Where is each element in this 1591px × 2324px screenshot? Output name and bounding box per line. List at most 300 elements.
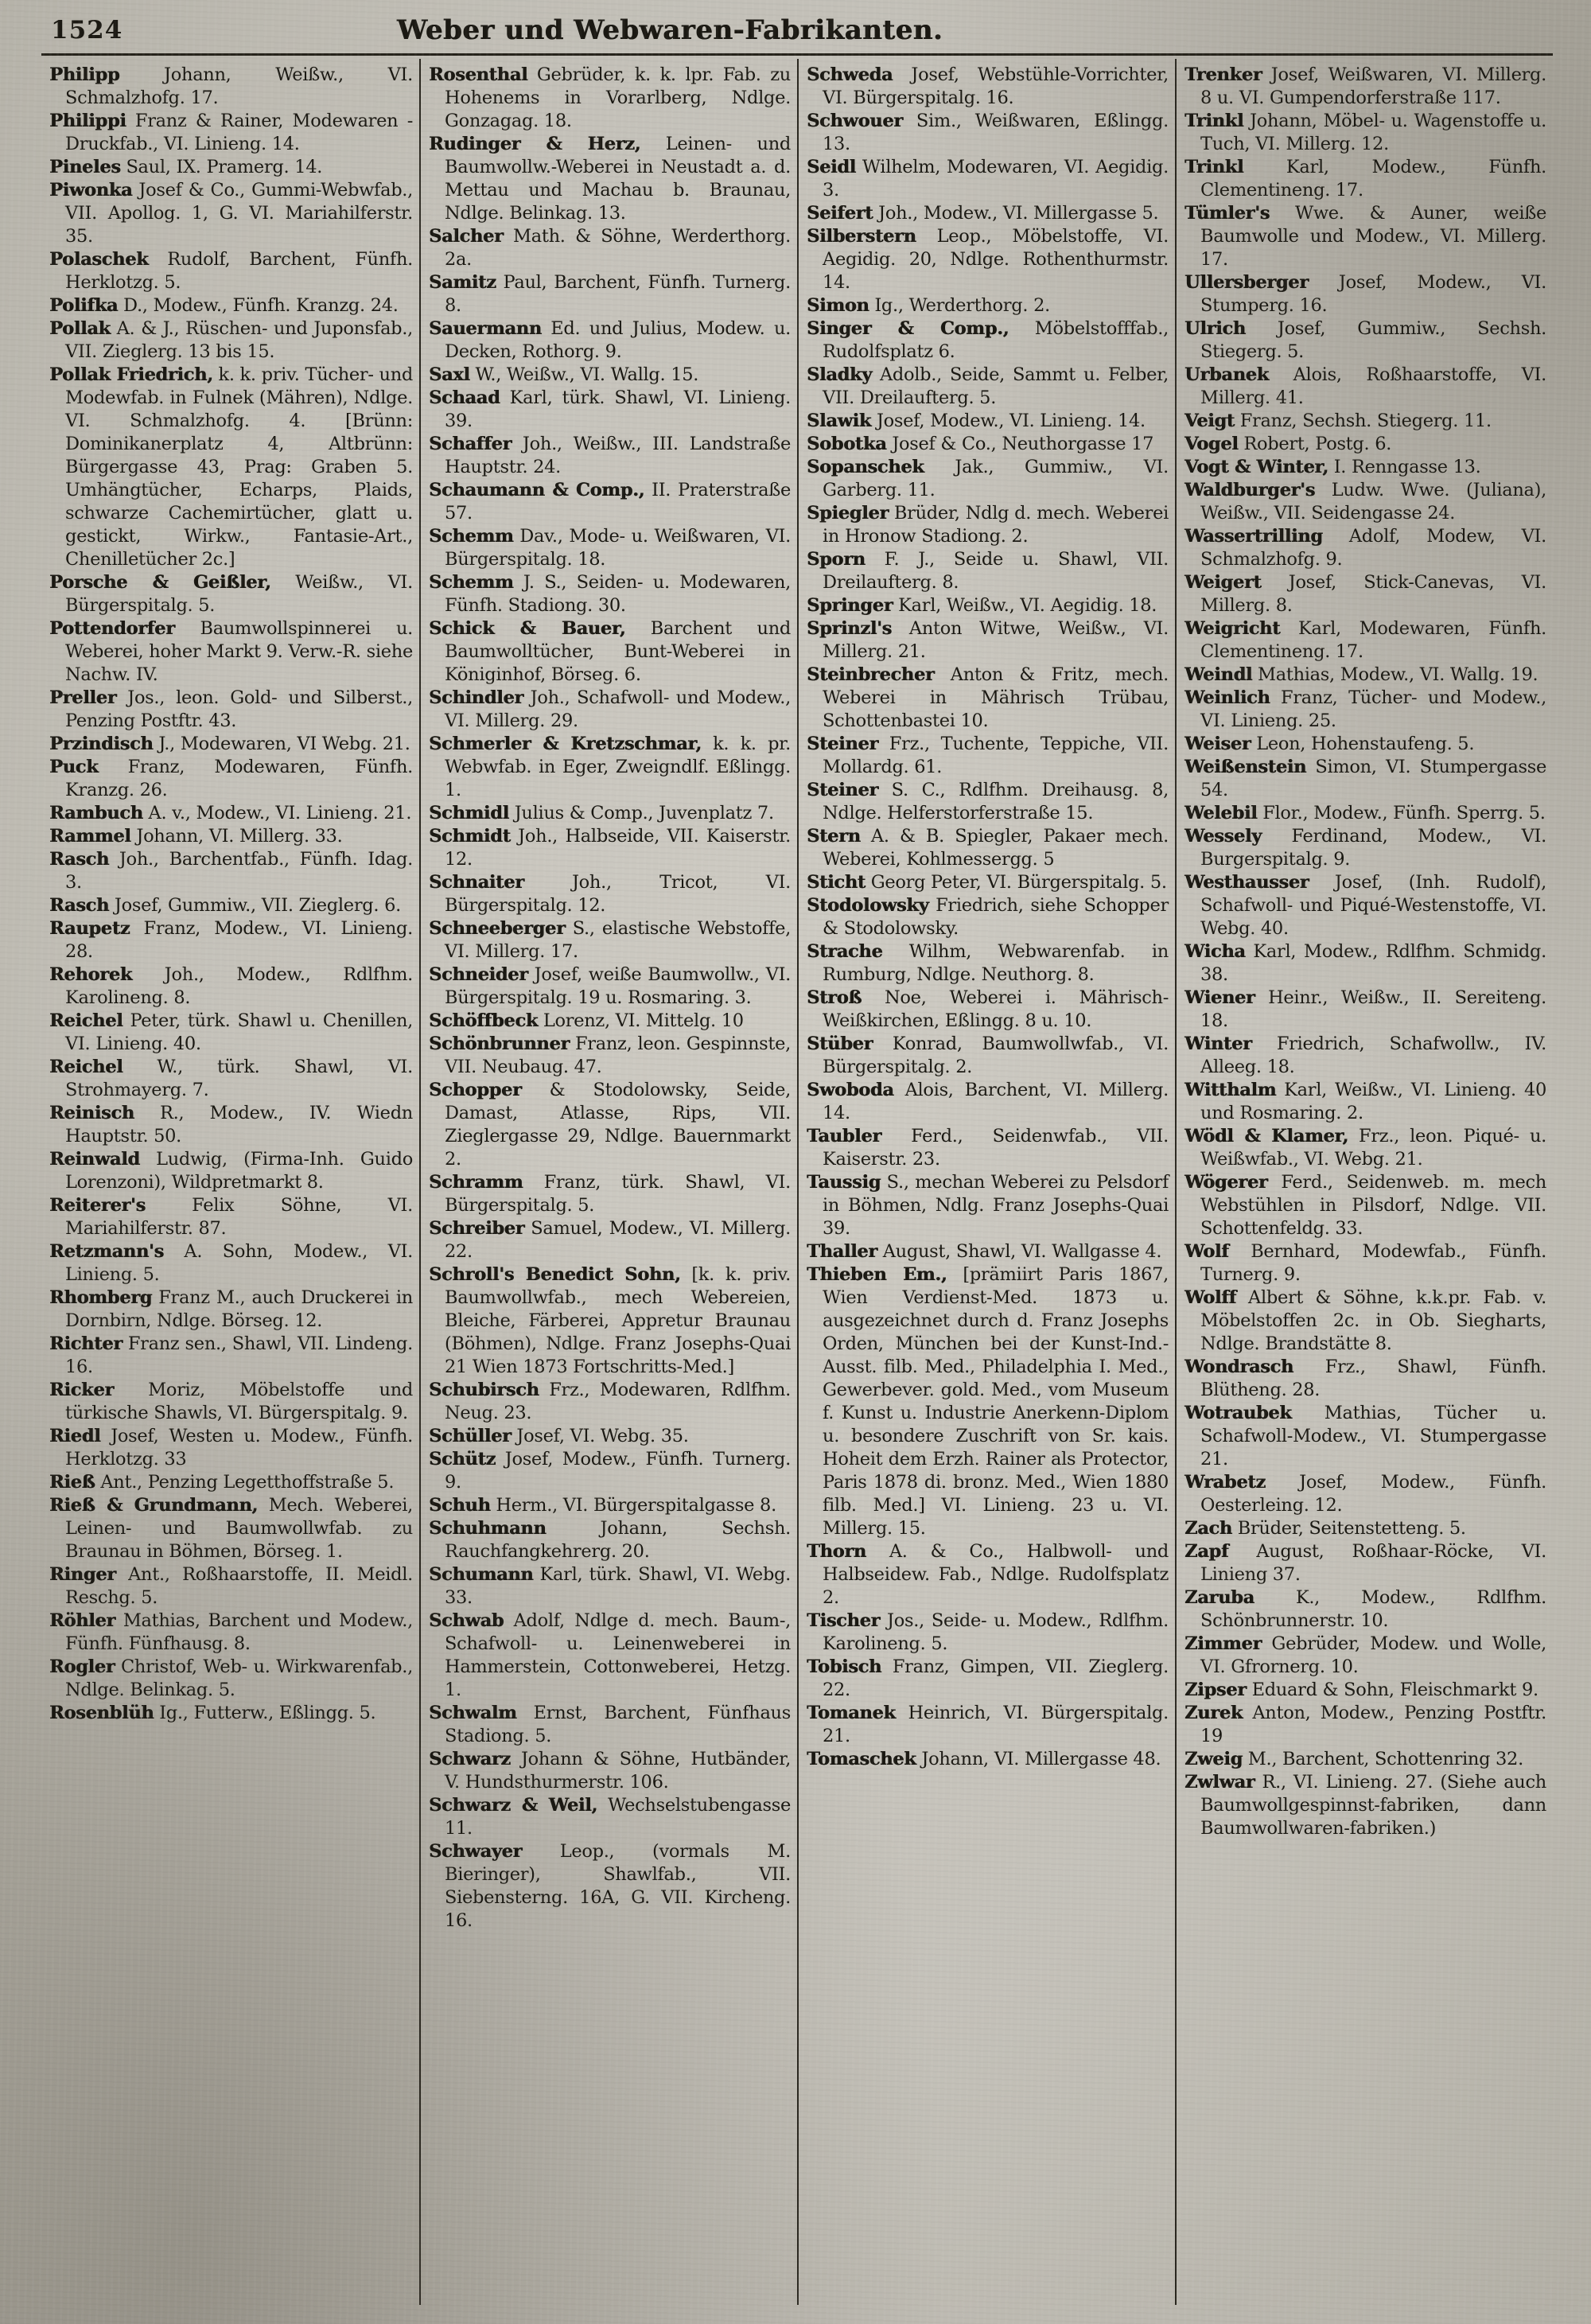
directory-entry	[1184, 433, 1546, 456]
entry-name: Rhomberg	[49, 1287, 153, 1308]
directory-entry	[807, 1033, 1169, 1079]
entry-details: Leop., Möbelstoffe, VI. Aegidig. 20, Ndlge. Rothenthurmstr. 14.	[823, 226, 1169, 293]
entry-name: Wolff	[1184, 1287, 1236, 1308]
entry-details: Alois, Barchent, VI. Millerg. 14.	[823, 1080, 1169, 1123]
entry-details: Joh., Tricot, VI. Bürgerspitalg. 12.	[445, 872, 791, 916]
entry-details: Josef, Weißwaren, VI. Millerg. 8 u. VI. Gumpendorferstraße 117.	[1200, 64, 1546, 108]
directory-entry	[807, 1540, 1169, 1610]
entry-name: Weigert	[1184, 572, 1262, 593]
directory-entry	[1184, 64, 1546, 110]
entry-details: Anton & Fritz, mech. Weberei in Mährisch Trübau, Schottenbastei 10.	[823, 664, 1169, 731]
entry-name: Seifert	[807, 203, 873, 224]
directory-entry	[1184, 1471, 1546, 1517]
entry-name: Steiner	[807, 780, 878, 800]
entry-name: Steiner	[807, 734, 878, 754]
entry-name: Tobisch	[807, 1656, 882, 1677]
directory-entry	[1184, 571, 1546, 617]
entry-name: Schroll's Benedict Sohn,	[429, 1264, 681, 1285]
entry-name: Schindler	[429, 687, 523, 708]
entry-name: Urbanek	[1184, 364, 1269, 385]
entry-details: Heinrich, VI. Bürgerspitalg. 21.	[823, 1703, 1169, 1746]
entry-details: Karl, Modewaren, Fünfh. Clementineng. 17.	[1200, 618, 1546, 662]
directory-entry	[807, 433, 1169, 456]
directory-entry	[1184, 202, 1546, 271]
directory-entry	[807, 594, 1169, 617]
entry-name: Sprinzl's	[807, 618, 892, 639]
entry-details: II. Praterstraße 57.	[445, 480, 791, 524]
directory-entry	[49, 1494, 413, 1563]
entry-details: Joh., Modew., Rdlfhm. Karolineng. 8.	[65, 964, 413, 1008]
entry-name: Zurek	[1184, 1703, 1243, 1723]
entry-details: Karl, türk. Shawl, VI. Linieng. 39.	[445, 387, 791, 431]
entry-details: M., Barchent, Schottenring 32.	[1247, 1749, 1523, 1769]
entry-details: Ludw. Wwe. (Juliana), Weißw., VII. Seidengasse 24.	[1200, 480, 1546, 524]
entry-details: Franz, leon. Gespinnste, VII. Neubaug. 47.	[445, 1034, 791, 1077]
entry-details: Joh., Weißw., III. Landstraße Hauptstr. 24.	[445, 434, 792, 477]
directory-entry	[1184, 1171, 1546, 1240]
directory-entry	[429, 479, 791, 525]
entry-name: Schmidl	[429, 803, 509, 823]
directory-entry	[807, 825, 1169, 871]
entry-details: Adolf, Ndlge d. mech. Baum-, Schafwoll- u. Leinenweberei in Hammerstein, Cottonweberei, Hetzg. 1.	[445, 1610, 791, 1700]
entry-name: Schaumann & Comp.,	[429, 480, 645, 500]
entry-name: Schwalm	[429, 1703, 517, 1723]
directory-entry	[49, 364, 413, 571]
entry-details: Paul, Barchent, Fünfh. Turnerg. 8.	[445, 272, 791, 316]
directory-entry	[429, 871, 791, 917]
entry-name: Schwouer	[807, 111, 903, 131]
entry-details: Saul, IX. Pramerg. 14.	[126, 157, 323, 177]
entry-name: Swoboda	[807, 1080, 894, 1100]
directory-entry	[1184, 1079, 1546, 1125]
entry-details: D., Modew., Fünfh. Kranzg. 24.	[123, 295, 399, 316]
entry-name: Sobotka	[807, 434, 887, 454]
entry-name: Schütz	[429, 1449, 496, 1470]
directory-entry	[1184, 987, 1546, 1033]
directory-entry	[807, 225, 1169, 294]
directory-entry	[807, 1125, 1169, 1171]
entry-name: Ringer	[49, 1564, 116, 1585]
directory-entry	[49, 1656, 413, 1702]
entry-name: Wögerer	[1184, 1172, 1268, 1193]
entry-details: Herm., VI. Bürgerspitalgasse 8.	[496, 1495, 776, 1516]
entry-details: Jos., Seide- u. Modew., Rdlfhm. Karolineng. 5.	[823, 1610, 1169, 1654]
entry-details: Gebrüder, k. k. lpr. Fab. zu Hohenems in Vorarlberg, Ndlge. Gonzagag. 18.	[445, 64, 791, 131]
directory-entry	[807, 317, 1169, 364]
entry-details: Julius & Comp., Juvenplatz 7.	[514, 803, 774, 823]
entry-name: Pollak Friedrich,	[49, 364, 213, 385]
entry-details: & Stodolowsky, Seide, Damast, Atlasse, Rips, VII. Zieglergasse 29, Ndlge. Bauernmarkt 2.	[445, 1080, 791, 1170]
directory-entry	[807, 617, 1169, 664]
directory-entry	[49, 1379, 413, 1425]
directory-entry	[429, 1217, 791, 1263]
directory-entry	[1184, 940, 1546, 987]
entry-name: Schwarz & Weil,	[429, 1795, 597, 1816]
directory-entry	[429, 271, 791, 317]
entry-details: A. & Co., Halbwoll- und Halbseidew. Fab., Ndlge. Rudolfsplatz 2.	[823, 1541, 1169, 1608]
entry-name: Schwab	[429, 1610, 504, 1631]
entry-details: [k. k. priv. Baumwollwfab., mech Webereien, Bleiche, Färberei, Appretur Braunau (Böhmen), Ndlge. Franz Josephs-Quai 21 Wien 1873 Fortschritts-Med.]	[445, 1264, 791, 1377]
entry-details: Ernst, Barchent, Fünfhaus Stadiong. 5.	[445, 1703, 791, 1746]
directory-entry	[429, 364, 791, 387]
entry-details: Franz, Gimpen, VII. Zieglerg. 22.	[823, 1656, 1169, 1700]
entry-details: Friedrich, Schafwollw., IV. Alleeg. 18.	[1200, 1034, 1546, 1077]
directory-entry	[807, 1263, 1169, 1540]
directory-entry	[1184, 1702, 1546, 1748]
directory-entry	[429, 1379, 791, 1425]
entry-details: Josef, weiße Baumwollw., VI. Bürgerspitalg. 19 u. Rosmaring. 3.	[445, 964, 792, 1008]
entry-details: Leon, Hohenstaufeng. 5.	[1256, 734, 1475, 754]
entry-name: Reinwald	[49, 1149, 140, 1170]
entry-name: Schmidt	[429, 826, 511, 847]
directory-entry	[49, 248, 413, 294]
directory-entry	[807, 871, 1169, 894]
page-number: 1524	[51, 16, 123, 45]
entry-name: Witthalm	[1184, 1080, 1277, 1100]
entry-name: Weigricht	[1184, 618, 1281, 639]
entry-name: Rudinger & Herz,	[429, 134, 641, 154]
entry-name: Welebil	[1184, 803, 1258, 823]
entry-name: Ullersberger	[1184, 272, 1309, 293]
directory-entry	[807, 1748, 1169, 1771]
entry-details: Josef, Gummiw., VII. Zieglerg. 6.	[114, 895, 401, 916]
directory-entry	[49, 1563, 413, 1610]
entry-name: Schüller	[429, 1426, 512, 1446]
directory-entry	[49, 1610, 413, 1656]
entry-details: I. Renngasse 13.	[1333, 457, 1481, 477]
directory-entry	[49, 1148, 413, 1194]
directory-entry	[49, 848, 413, 894]
entry-details: A. & J., Rüschen- und Juponsfab., VII. Zieglerg. 13 bis 15.	[65, 318, 413, 362]
directory-entry	[429, 133, 791, 225]
entry-name: Polifka	[49, 295, 119, 316]
entry-name: Weiser	[1184, 734, 1251, 754]
directory-entry	[49, 1333, 413, 1379]
entry-details: Wechselstubengasse 11.	[445, 1795, 791, 1839]
entry-details: Karl, Weißw., VI. Linieng. 40 und Rosmaring. 2.	[1200, 1080, 1546, 1123]
directory-entry	[807, 64, 1169, 110]
entry-details: August, Shawl, VI. Wallgasse 4.	[882, 1241, 1162, 1262]
entry-details: Bernhard, Modewfab., Fünfh. Turnerg. 9.	[1200, 1241, 1546, 1285]
entry-details: Adolf, Modew, VI. Schmalzhofg. 9.	[1200, 526, 1546, 570]
entry-details: Math. & Söhne, Werderthorg. 2a.	[445, 226, 791, 270]
entry-details: Baumwollspinnerei u. Weberei, hoher Markt 9. Verw.-R. siehe Nachw. IV.	[65, 618, 413, 685]
entry-name: Stüber	[807, 1034, 873, 1054]
entry-name: Wiener	[1184, 987, 1255, 1008]
directory-entry	[49, 825, 413, 848]
entry-details: Josef & Co., Gummi-Webwfab., VII. Apollog. 1, G. VI. Mariahilferstr. 35.	[65, 180, 413, 247]
directory-entry	[807, 202, 1169, 225]
entry-name: Schöffbeck	[429, 1010, 539, 1031]
directory-entry	[807, 894, 1169, 940]
entry-name: Sauermann	[429, 318, 542, 339]
directory-entry	[1184, 525, 1546, 571]
entry-details: Mathias, Tücher u. Schafwoll-Modew., VI. Stumpergasse 21.	[1200, 1403, 1546, 1470]
entry-details: Mech. Weberei, Leinen- und Baumwollwfab. zu Braunau in Böhmen, Börseg. 1.	[65, 1495, 414, 1562]
entry-details: Josef, Modew., VI. Linieng. 14.	[876, 411, 1146, 431]
entry-details: Ant., Penzing Legetthoffstraße 5.	[100, 1472, 395, 1493]
entry-details: Mathias, Barchent und Modew., Fünfh. Fünfhausg. 8.	[65, 1610, 413, 1654]
directory-entry	[429, 733, 791, 802]
entry-name: Schnaiter	[429, 872, 524, 893]
directory-entry	[429, 963, 791, 1010]
directory-entry	[429, 1563, 791, 1610]
entry-details: Georg Peter, VI. Bürgerspitalg. 5.	[870, 872, 1167, 893]
entry-details: Josef, Gummiw., Sechsh. Stiegerg. 5.	[1200, 318, 1547, 362]
entry-name: Schemm	[429, 572, 514, 593]
directory-entry	[49, 1056, 413, 1102]
entry-details: Franz M., auch Druckerei in Dornbirn, Ndlge. Börseg. 12.	[65, 1287, 413, 1331]
entry-name: Wessely	[1184, 826, 1262, 847]
directory-entry	[1184, 664, 1546, 687]
entry-details: Leinen- und Baumwollw.-Weberei in Neustadt a. d. Mettau und Machau b. Braunau, Ndlge. Belinkag. 13.	[445, 134, 792, 224]
entry-name: Rasch	[49, 895, 110, 916]
directory-entry	[429, 1079, 791, 1171]
entry-details: Karl, Weißw., VI. Aegidig. 18.	[898, 595, 1157, 616]
entry-name: Sopanschek	[807, 457, 924, 477]
entry-name: Samitz	[429, 272, 496, 293]
directory-entry	[49, 617, 413, 687]
entry-details: Ig., Futterw., Eßlingg. 5.	[159, 1703, 376, 1723]
entry-details: Frz., Tuchente, Teppiche, VII. Mollardg. 61.	[823, 734, 1169, 777]
entry-details: Franz, Modewaren, Fünfh. Kranzg. 26.	[65, 757, 413, 800]
directory-entry	[429, 387, 791, 433]
directory-entry	[807, 1702, 1169, 1748]
entry-name: Thieben Em.,	[807, 1264, 947, 1285]
entry-details: F. J., Seide u. Shawl, VII. Dreilaufterg. 8.	[823, 549, 1169, 593]
entry-details: Noe, Weberei i. Mährisch-Weißkirchen, Eßlingg. 8 u. 10.	[823, 987, 1169, 1031]
entry-details: Konrad, Baumwollwfab., VI. Bürgerspitalg. 2.	[823, 1034, 1169, 1077]
entry-details: August, Roßhaar-Röcke, VI. Linieng 37.	[1200, 1541, 1546, 1585]
directory-entry	[807, 502, 1169, 548]
entry-details: Wilhelm, Modewaren, VI. Aegidig. 3.	[823, 157, 1169, 200]
directory-entry	[807, 779, 1169, 825]
entry-details: Ferdinand, Modew., VI. Burgerspitalg. 9.	[1200, 826, 1546, 870]
entry-name: Ulrich	[1184, 318, 1246, 339]
directory-column	[41, 59, 419, 2305]
entry-details: Karl, Modew., Rdlfhm. Schmidg. 38.	[1200, 941, 1546, 985]
entry-name: Zweig	[1184, 1749, 1243, 1769]
entry-details: Rudolf, Barchent, Fünfh. Herklotzg. 5.	[65, 249, 413, 293]
entry-name: Riedl	[49, 1426, 101, 1446]
entry-name: Przindisch	[49, 734, 154, 754]
directory-entry	[1184, 1240, 1546, 1287]
entry-details: Alois, Roßhaarstoffe, VI. Millerg. 41.	[1200, 364, 1546, 408]
entry-details: Josef, Modew., Fünfh. Oesterleing. 12.	[1200, 1472, 1546, 1516]
entry-details: Joh., Modew., VI. Millergasse 5.	[878, 203, 1159, 224]
entry-details: Joh., Barchentfab., Fünfh. Idag. 3.	[65, 849, 414, 893]
entry-details: Anton Witwe, Weißw., VI. Millerg. 21.	[823, 618, 1169, 662]
directory-entry	[429, 317, 791, 364]
entry-name: Rieß & Grundmann,	[49, 1495, 258, 1516]
entry-details: Frz., leon. Piqué- u. Weißwfab., VI. Webg. 21.	[1200, 1126, 1546, 1170]
directory-entry	[429, 1702, 791, 1748]
directory-entry	[1184, 825, 1546, 871]
entry-details: Lorenz, VI. Mittelg. 10	[543, 1010, 744, 1031]
entry-name: Wondrasch	[1184, 1357, 1293, 1377]
entry-name: Philippi	[49, 111, 126, 131]
entry-details: Jak., Gummiw., VI. Garberg. 11.	[823, 457, 1169, 500]
entry-name: Schick & Bauer,	[429, 618, 626, 639]
entry-details: Johann, Weißw., VI. Schmalzhofg. 17.	[65, 64, 413, 108]
entry-name: Zwlwar	[1184, 1772, 1255, 1793]
entry-details: Karl, Modew., Fünfh. Clementineng. 17.	[1200, 157, 1546, 200]
directory-entry	[49, 917, 413, 963]
directory-entry	[807, 987, 1169, 1033]
entry-name: Rambuch	[49, 803, 143, 823]
directory-entry	[1184, 479, 1546, 525]
directory-entry	[807, 364, 1169, 410]
entry-name: Schneider	[429, 964, 528, 985]
entry-details: Peter, türk. Shawl u. Chenillen, VI. Linieng. 40.	[65, 1010, 413, 1054]
page-title: Weber und Webwaren-Fabrikanten.	[396, 14, 943, 46]
entry-details: A. & B. Spiegler, Pakaer mech. Weberei, Kohlmessergg. 5	[823, 826, 1169, 870]
entry-name: Veigt	[1184, 411, 1235, 431]
entry-name: Salcher	[429, 226, 504, 247]
entry-name: Preller	[49, 687, 117, 708]
entry-name: Wödl & Klamer,	[1184, 1126, 1348, 1146]
entry-details: Josef, Modew., VI. Stumperg. 16.	[1200, 272, 1547, 316]
entry-details: Frz., Modewaren, Rdlfhm. Neug. 23.	[445, 1380, 791, 1423]
entry-details: Gebrüder, Modew. und Wolle, VI. Gfrornerg. 10.	[1200, 1633, 1547, 1677]
entry-name: Taubler	[807, 1126, 881, 1146]
entry-name: Ricker	[49, 1380, 114, 1400]
entry-name: Trinkl	[1184, 157, 1244, 177]
entry-details: Franz, türk. Shawl, VI. Bürgerspitalg. 5.	[445, 1172, 791, 1216]
entry-details: Josef, Modew., Fünfh. Turnerg. 9.	[445, 1449, 791, 1493]
directory-entry	[49, 1240, 413, 1287]
directory-entry	[429, 1840, 791, 1933]
entry-name: Stroß	[807, 987, 862, 1008]
entry-name: Reinisch	[49, 1103, 134, 1123]
entry-name: Schwarz	[429, 1749, 511, 1769]
entry-name: Slawik	[807, 411, 872, 431]
entry-name: Wicha	[1184, 941, 1246, 962]
entry-name: Sladky	[807, 364, 872, 385]
entry-details: Ferd., Seidenweb. m. mech Webstühlen in Pilsdorf, Ndlge. VII. Schottenfeldg. 33.	[1200, 1172, 1546, 1239]
entry-name: Waldburger's	[1184, 480, 1315, 500]
entry-name: Vogt & Winter,	[1184, 457, 1328, 477]
entry-name: Schreiber	[429, 1218, 525, 1239]
directory-entry	[1184, 1356, 1546, 1402]
entry-name: Springer	[807, 595, 893, 616]
directory-entry	[429, 525, 791, 571]
entry-details: Dav., Mode- u. Weißwaren, VI. Bürgerspitalg. 18.	[445, 526, 791, 570]
entry-details: A. Sohn, Modew., VI. Linieng. 5.	[65, 1241, 414, 1285]
directory-entry	[429, 825, 791, 871]
directory-entry	[807, 294, 1169, 317]
entry-details: Josef, Westen u. Modew., Fünfh. Herklotzg. 33	[65, 1426, 413, 1470]
directory-entry	[1184, 1748, 1546, 1771]
entry-details: Franz, Tücher- und Modew., VI. Linieng. 25.	[1200, 687, 1546, 731]
entry-name: Wotraubek	[1184, 1403, 1292, 1423]
entry-name: Weindl	[1184, 664, 1253, 685]
entry-details: Ed. und Julius, Modew. u. Decken, Rothorg. 9.	[445, 318, 791, 362]
entry-name: Trinkl	[1184, 111, 1244, 131]
entry-name: Pottendorfer	[49, 618, 175, 639]
entry-details: Heinr., Weißw., II. Sereiteng. 18.	[1200, 987, 1546, 1031]
entry-details: A. v., Modew., VI. Linieng. 21.	[148, 803, 412, 823]
entry-name: Schramm	[429, 1172, 523, 1193]
entry-details: Simon, VI. Stumpergasse 54.	[1200, 757, 1546, 800]
entry-name: Puck	[49, 757, 99, 777]
directory-entry	[1184, 687, 1546, 733]
entry-name: Rehorek	[49, 964, 133, 985]
directory-entry	[429, 1033, 791, 1079]
entry-details: Jos., leon. Gold- und Silberst., Penzing Postftr. 43.	[65, 687, 413, 731]
entry-name: Pineles	[49, 157, 121, 177]
directory-entry	[429, 1171, 791, 1217]
entry-name: Reichel	[49, 1010, 123, 1031]
entry-details: Sim., Weißwaren, Eßlingg. 13.	[823, 111, 1169, 154]
directory-entry	[807, 1171, 1169, 1240]
entry-name: Singer & Comp.,	[807, 318, 1009, 339]
directory-entry	[49, 1287, 413, 1333]
entry-details: W., türk. Shawl, VI. Strohmayerg. 7.	[65, 1057, 413, 1100]
directory-entry	[429, 617, 791, 687]
page-header	[41, 13, 1553, 56]
directory-entry	[807, 110, 1169, 156]
entry-details: Brüder, Seitenstetteng. 5.	[1237, 1518, 1466, 1539]
entry-details: Karl, türk. Shawl, VI. Webg. 33.	[445, 1564, 792, 1608]
directory-entry	[429, 1610, 791, 1702]
entry-details: Joh., Schafwoll- und Modew., VI. Millerg. 29.	[445, 687, 791, 731]
entry-name: Reiterer's	[49, 1195, 146, 1216]
entry-details: Johann & Söhne, Hutbänder, V. Hundsthurmerstr. 106.	[445, 1749, 791, 1793]
directory-entry	[429, 571, 791, 617]
directory-entry	[49, 1702, 413, 1725]
entry-details: Josef, (Inh. Rudolf), Schafwoll- und Piqué-Westenstoffe, VI. Webg. 40.	[1200, 872, 1546, 939]
directory-entry	[1184, 1517, 1546, 1540]
directory-entry	[429, 1494, 791, 1517]
entry-details: Josef, VI. Webg. 35.	[516, 1426, 689, 1446]
entry-name: Stern	[807, 826, 861, 847]
entry-name: Weinlich	[1184, 687, 1270, 708]
directory-entry	[49, 317, 413, 364]
entry-name: Philipp	[49, 64, 120, 85]
directory-entry	[429, 1010, 791, 1033]
entry-name: Strache	[807, 941, 883, 962]
directory-entry	[49, 64, 413, 110]
entry-details: S. C., Rdlfhm. Dreihausg. 8, Ndlge. Helferstorferstraße 15.	[823, 780, 1169, 823]
directory-entry	[429, 1517, 791, 1563]
entry-name: Sticht	[807, 872, 866, 893]
entry-details: Friedrich, siehe Schopper & Stodolowsky.	[823, 895, 1169, 939]
entry-details: Franz sen., Shawl, VII. Lindeng. 16.	[65, 1333, 413, 1377]
directory-entry	[49, 1010, 413, 1056]
entry-details: Felix Söhne, VI. Mariahilferstr. 87.	[65, 1195, 414, 1239]
directory-entry	[429, 1425, 791, 1448]
directory-entry	[1184, 410, 1546, 433]
entry-details: W., Weißw., VI. Wallg. 15.	[475, 364, 699, 385]
directory-column	[797, 59, 1175, 2305]
entry-name: Schaffer	[429, 434, 512, 454]
directory-entry	[1184, 1586, 1546, 1633]
entry-name: Schweda	[807, 64, 893, 85]
entry-name: Thorn	[807, 1541, 866, 1562]
directory-column	[419, 59, 797, 2305]
entry-details: Eduard & Sohn, Fleischmarkt 9.	[1251, 1680, 1538, 1700]
entry-name: Wassertrilling	[1184, 526, 1323, 547]
entry-details: Johann, VI. Millergasse 48.	[921, 1749, 1161, 1769]
directory-entry	[1184, 1033, 1546, 1079]
directory-entry	[807, 548, 1169, 594]
entry-details: Brüder, Ndlg d. mech. Weberei in Hronow Stadiong. 2.	[823, 503, 1169, 547]
entry-name: Winter	[1184, 1034, 1252, 1054]
entry-name: Rasch	[49, 849, 110, 870]
directory-entry	[49, 894, 413, 917]
directory-entry	[429, 1794, 791, 1840]
